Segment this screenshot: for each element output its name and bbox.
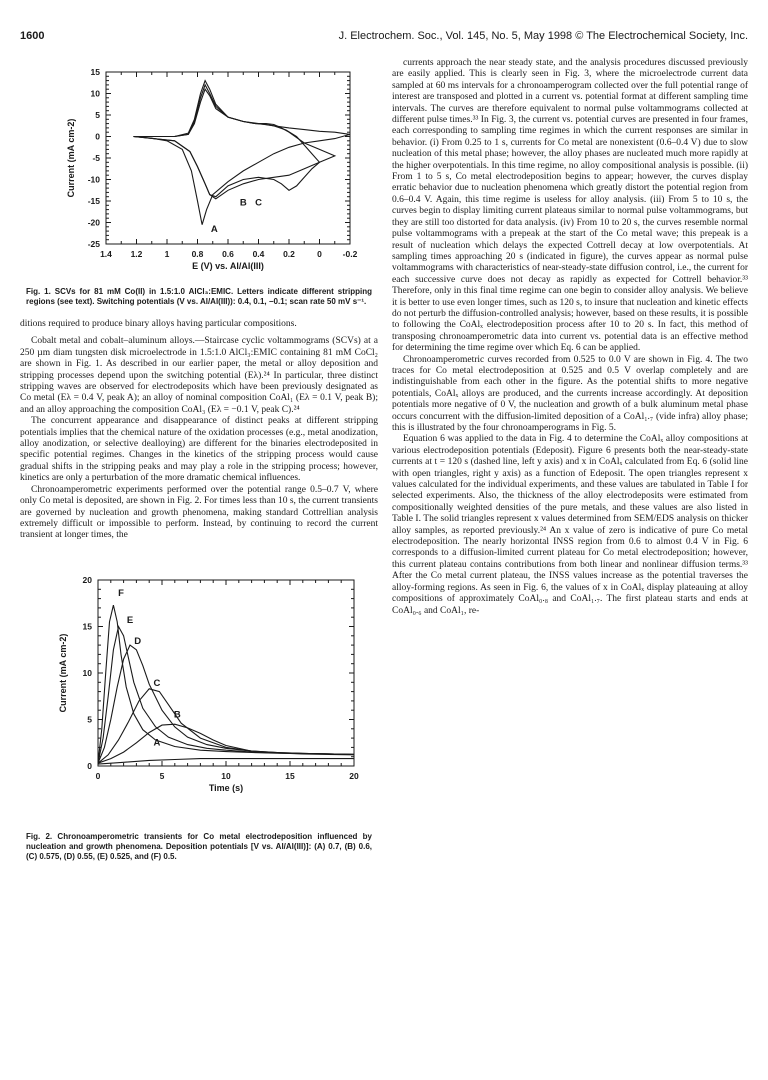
left-column (20, 58, 378, 862)
x-tick-label: -0.2 (342, 249, 358, 259)
x-tick-label: 0.2 (283, 249, 295, 259)
y-tick-label: -20 (87, 217, 100, 228)
series-label: B (173, 709, 181, 721)
paragraph: currents approach the near steady state, and the analysis procedures discussed previously are easily applied. This is clearly seen in Fig. 3, where the microelectrode current data sampled at 60 ms intervals for a chronoamperogram collected over the full potential range of interest are transposed and plotted in a current vs. potential format at different sampling time intervals. The curves are therefore equivalent to normal pulse voltammograms collected at different pulse times.³³ In Fig. 3, the current vs. potential curves are presented in four frames, each corresponding to sampling time regimes in which the current responses are similar in behavior. (i) From 0.25 to 1 s, currents for Co metal are nonexistent (0.6–0.4 V) due to slow nucleation of this metal phase; however, the alloy phases are nucleated much more rapidly at the higher overpotentials. In this time regime, no alloy compositional analysis is possible. (ii) From 1 to 5 s, Co metal electrodeposition begins to appear; however, the curves display erratic behavior due to nucleation phenomena which greatly distort the potential region from 0.6–0.4 V. Again, this time regime is useless for alloy analysis. (iii) From 5 to 10 s, the curves begin to display limiting current plateaus similar to normal pulse voltammograms, but they are still too distorted for data analysis. (iv) From 10 to 20 s, the curves resemble normal pulse voltammograms with a prepeak at the start of the Co metal wave; this prepeak is a result of nucleation which delays the expected Cottrell decay at low overpotentials. At sampling times approaching 20 s (indicated in figure), the curves appear as normal pulse voltammograms with characteristics of near-steady-state diffusion control, i.e., the current for each successive curve does not decay as rapidly as expected for Cottrell behavior.³³ Therefore, only in this final time regime can one begin to consider alloy analysis. We believe it is better to use even longer times, such as 120 s, to insure that nucleation and kinetic effects do not perturb the diffusion-controlled analysis; however, based on these results, it is possible to following the CoAlₓ electrodeposition process after 10 to 20 s. In fact, this method of transposing chronoamperometric data into current vs. potential data is an effective method for determining the time regime over which Eq. 6 can be applied. (392, 58, 748, 354)
y-tick-label: 20 (82, 574, 92, 585)
paragraph: ditions required to produce binary alloys having particular compositions. (20, 319, 297, 329)
page-number: 1600 (20, 30, 45, 42)
x-tick-label: 15 (285, 770, 295, 781)
figure-2-caption-text: Chronoamperometric transients for Co metal electrodeposition influenced by nucleation and growth phenomena. Deposition potentials [V vs. Al/Al(III)]: (A) 0.7, (B) 0.6, (C) 0.575, (D) 0.55, (E) 0.525, and (F) 0.5. (26, 831, 372, 861)
annotation-label: A (210, 223, 218, 235)
figure-2-chart (20, 568, 378, 828)
x-tick-label: 0.8 (191, 249, 204, 259)
paragraph: Chronoamperometric curves recorded from 0.525 to 0.0 V are shown in Fig. 4. The two traces for Co metal electrodeposition at 0.525 and 0.5 V overlap completely and are indistinguishable from each other in the figure. As the potential shifts to more negative potentials, CoAlₓ alloys are produced, and the currents increase accordingly. At deposition potentials more negative of 0 V, the nucleation and growth of a bulk aluminum metal phase occurs concurrent with the diffusion-limited deposition of a CoAl₁.₇ (vide infra) alloy phase; this is illustrated by the four chronoamperograms in Fig. 5. (392, 354, 748, 433)
spacer (20, 542, 378, 568)
x-tick-label: 0.6 (222, 249, 234, 259)
paragraph: Cobalt metal and cobalt–aluminum alloys.—Staircase cyclic voltammograms (SCVs) at a 250 µm diam tungsten disk microelectrode in 1.5:1.0 AlCl₃:EMIC containing 81 mM CoCl₂ are shown in Fig. 1. As described in our earlier paper, the metal or alloy deposition and stripping processes depend upon the switching potential (Eλ).²⁴ In particular, three distinct stripping waves are observed for electrodeposits which have been previously designated as Co metal (Eλ = 0.4 V, peak A); an alloy of nominal composition CoAl₁ (Eλ = 0.1 V, peak B); and an alloy approaching the composition CoAl₃ (Eλ = −0.1 V, peak C).²⁴ (20, 336, 378, 415)
figure-1-chart (20, 58, 378, 283)
series-line (98, 724, 354, 763)
x-tick-label: 1.2 (130, 249, 143, 259)
x-tick-label: 5 (159, 770, 165, 781)
y-tick-label: -15 (87, 196, 100, 206)
figure-1-caption-label: Fig. 1. (26, 287, 51, 296)
y-tick-label: 0 (87, 760, 92, 771)
x-tick-label: 0 (317, 249, 322, 259)
y-tick-label: -10 (87, 174, 100, 185)
series-line (133, 81, 334, 199)
series-label: C (153, 677, 161, 689)
x-tick-label: 1 (164, 249, 170, 259)
journal-citation: J. Electrochem. Soc., Vol. 145, No. 5, May 1998 © The Electrochemical Society, Inc. (338, 30, 748, 42)
figure-1-caption (26, 287, 372, 307)
series-label: D (134, 635, 142, 647)
x-tick-label: 0 (95, 770, 101, 781)
series-label: A (153, 737, 161, 749)
y-tick-label: -5 (92, 153, 100, 163)
right-column (392, 58, 748, 617)
plot-frame (98, 580, 354, 766)
y-axis-label: Current (mA cm-2) (58, 633, 68, 713)
paragraph: The concurrent appearance and disappearance of distinct peaks at different stripping potentials implies that the chemical nature of the oxidation processes (e.g., metal anodization, alloy anodization, or selective dealloying) are different for the binaries electrodeposited in specific potential regimes. Changes in the kinetics of the stripping process would cause gradual shifts in the stripping peaks and may play a role in the stripping process; however, kinetics are only a perturbation of the more dramatic chemical influences. (20, 416, 378, 484)
figure-2 (20, 568, 378, 862)
y-tick-label: 10 (90, 88, 100, 99)
x-axis-label: E (V) vs. Al/Al(III) (192, 261, 264, 271)
left-body-text (20, 319, 378, 542)
y-axis-label: Current (mA cm-2) (66, 118, 76, 198)
figure-2-caption-label: Fig. 2. (26, 831, 53, 841)
series-label: E (126, 614, 134, 626)
paragraph: Chronoamperometric experiments performed over the potential range 0.5–0.7 V, where only Co metal is deposited, are shown in Fig. 2. For times less than 10 s, the current transients are governed by nucleation and growth phenomena, making standard Cottrellian analysis extremely difficult or impossible to perform. Instead, by continuing to record the current transient at longer times, the (20, 484, 378, 541)
annotation-label: C (255, 197, 262, 209)
spacer (20, 307, 378, 319)
y-tick-label: 0 (95, 131, 100, 142)
y-tick-label: 15 (82, 621, 92, 632)
y-tick-label: 5 (87, 714, 92, 725)
series-line (98, 605, 354, 763)
x-tick-label: 20 (349, 770, 359, 781)
y-tick-label: 10 (82, 667, 92, 678)
annotation-label: B (239, 197, 247, 209)
figure-1 (20, 58, 378, 307)
plot-frame (106, 72, 350, 244)
x-tick-label: 0.4 (252, 249, 265, 259)
page-header (20, 30, 748, 46)
right-body-text (392, 58, 748, 617)
x-axis-label: Time (s) (208, 782, 244, 793)
figure-2-caption (26, 832, 372, 862)
paragraph: Equation 6 was applied to the data in Fig. 4 to determine the CoAlₓ alloy compositions at various electrodeposition potentials (Edeposit). Figure 6 presents both the near-steady-state currents at t = 120 s (dashed line, left y axis) and x in CoAlₓ calculated from Eq. 6 (solid line with open triangles, right y axis) as a function of Edeposit. The open triangles represent x values calculated for the individual experiments, and these values are tabulated in Table I for selected experiments. Also, the thickness of the alloy electrodeposits were estimated from compositionally weighted densities of the pure metals, and these values are also listed in Table I. The solid triangles represent x values determined from SEM/EDS analysis on thicker alloy samples, as reported previously.²⁴ An x value of zero is indicative of pure Co metal electrodeposition. The nearly horizontal INSS region from 0.6 to almost 0.4 V in Fig. 6 corresponds to a diffusion-limited current plateau for Co metal electrodeposition; however, this current plateau contains contributions from both linear and nonlinear diffusion terms.³³ After the Co metal current plateau, the INSS values increase as the potential traverses the alloy-forming regions. As seen in Fig. 6, the values of x in CoAlₓ display plateauing at alloy compositions of approximately CoAl₀.₈ and CoAl₁.₇. The first plateau starts and ends at CoAl₀.₆ and CoAl₁, re- (392, 434, 748, 616)
y-tick-label: 5 (95, 110, 100, 120)
x-tick-label: 10 (221, 770, 231, 781)
figure-1-caption-text: SCVs for 81 mM Co(II) in 1.5:1.0 AlCl₃:EMIC. Letters indicate different stripping regions (see text). Switching potentials (V vs. Al/Al(III)): 0.4, 0.1, −0.1; scan rate 50 mV s⁻¹. (26, 287, 372, 306)
series-line (133, 85, 319, 197)
series-label: F (118, 587, 124, 599)
y-tick-label: 15 (90, 67, 100, 77)
x-tick-label: 1.4 (100, 249, 112, 259)
y-tick-label: -25 (87, 239, 100, 249)
